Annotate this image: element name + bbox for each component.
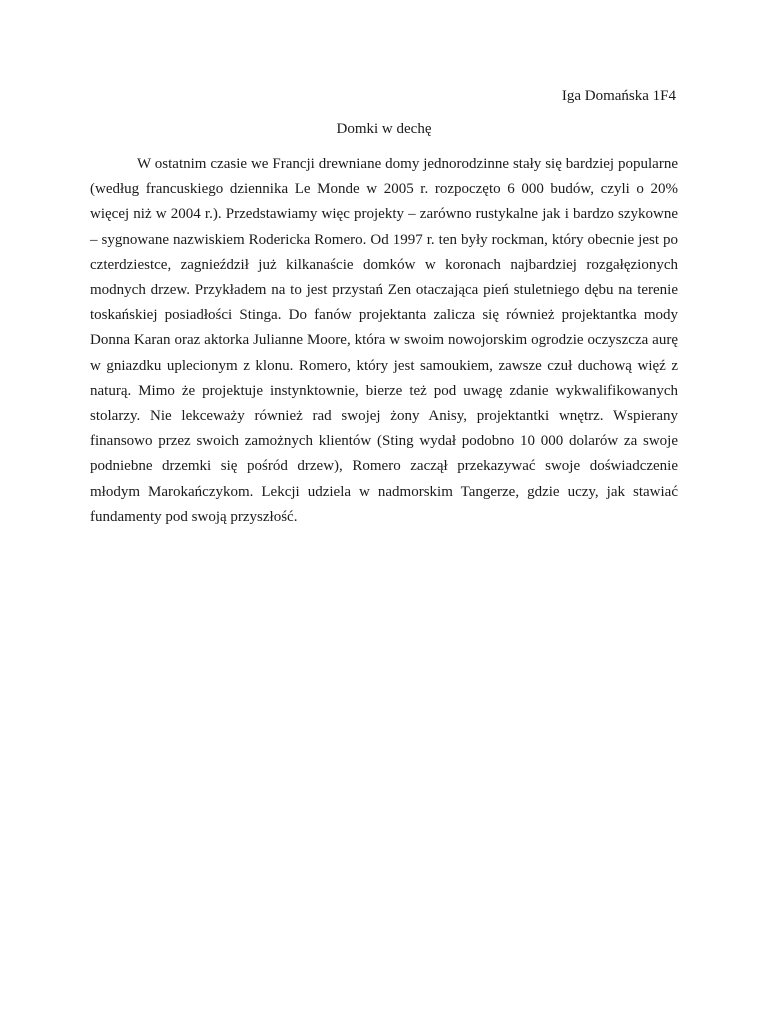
author-line: Iga Domańska 1F4 bbox=[561, 88, 676, 104]
body-paragraph: W ostatnim czasie we Francji drewniane domy jednorodzinne stały się bardziej popularne (według francuskiego dziennika Le Monde w 2005 r. rozpoczęto 6 000 budów, czyli o 20% więcej niż w 2004 r.). Przedstawiamy więc projekty – zarówno rustykalne jak i bardzo szykowne – sygnowane nazwiskiem Rodericka Romero. Od 1997 r. ten były rockman, który obecnie jest po czterdziestce, zagnieździł już kilkanaście domków w koronach najbardziej rozgałęzionych modnych drzew. Przykładem na to jest przystań Zen otaczająca pień stuletniego dębu na terenie toskańskiej posiadłości Stinga. Do fanów projektanta zalicza się również projektantka mody Donna Karan oraz aktorka Julianne Moore, która w swoim nowojorskim ogrodzie oczyszcza aurę w gniazdku uplecionym z klonu. Romero, który jest samoukiem, zawsze czuł duchową więź z naturą. Mimo że projektuje instynktownie, bierze też pod uwagę zdanie wykwalifikowanych stolarzy. Nie lekceważy również rad swojej żony Anisy, projektantki wnętrz. Wspierany finansowo przez swoich zamożnych klientów (Sting wydał podobno 10 000 dolarów za swoje podniebne drzemki się pośród drzew), Romero zaczął przekazywać swoje doświadczenie młodym Marokańczykom. Lekcji udziela w nadmorskim Tangerze, gdzie uczy, jak stawiać fundamenty pod swoją przyszłość. bbox=[90, 156, 678, 525]
document-title: Domki w dechę bbox=[336, 121, 432, 137]
